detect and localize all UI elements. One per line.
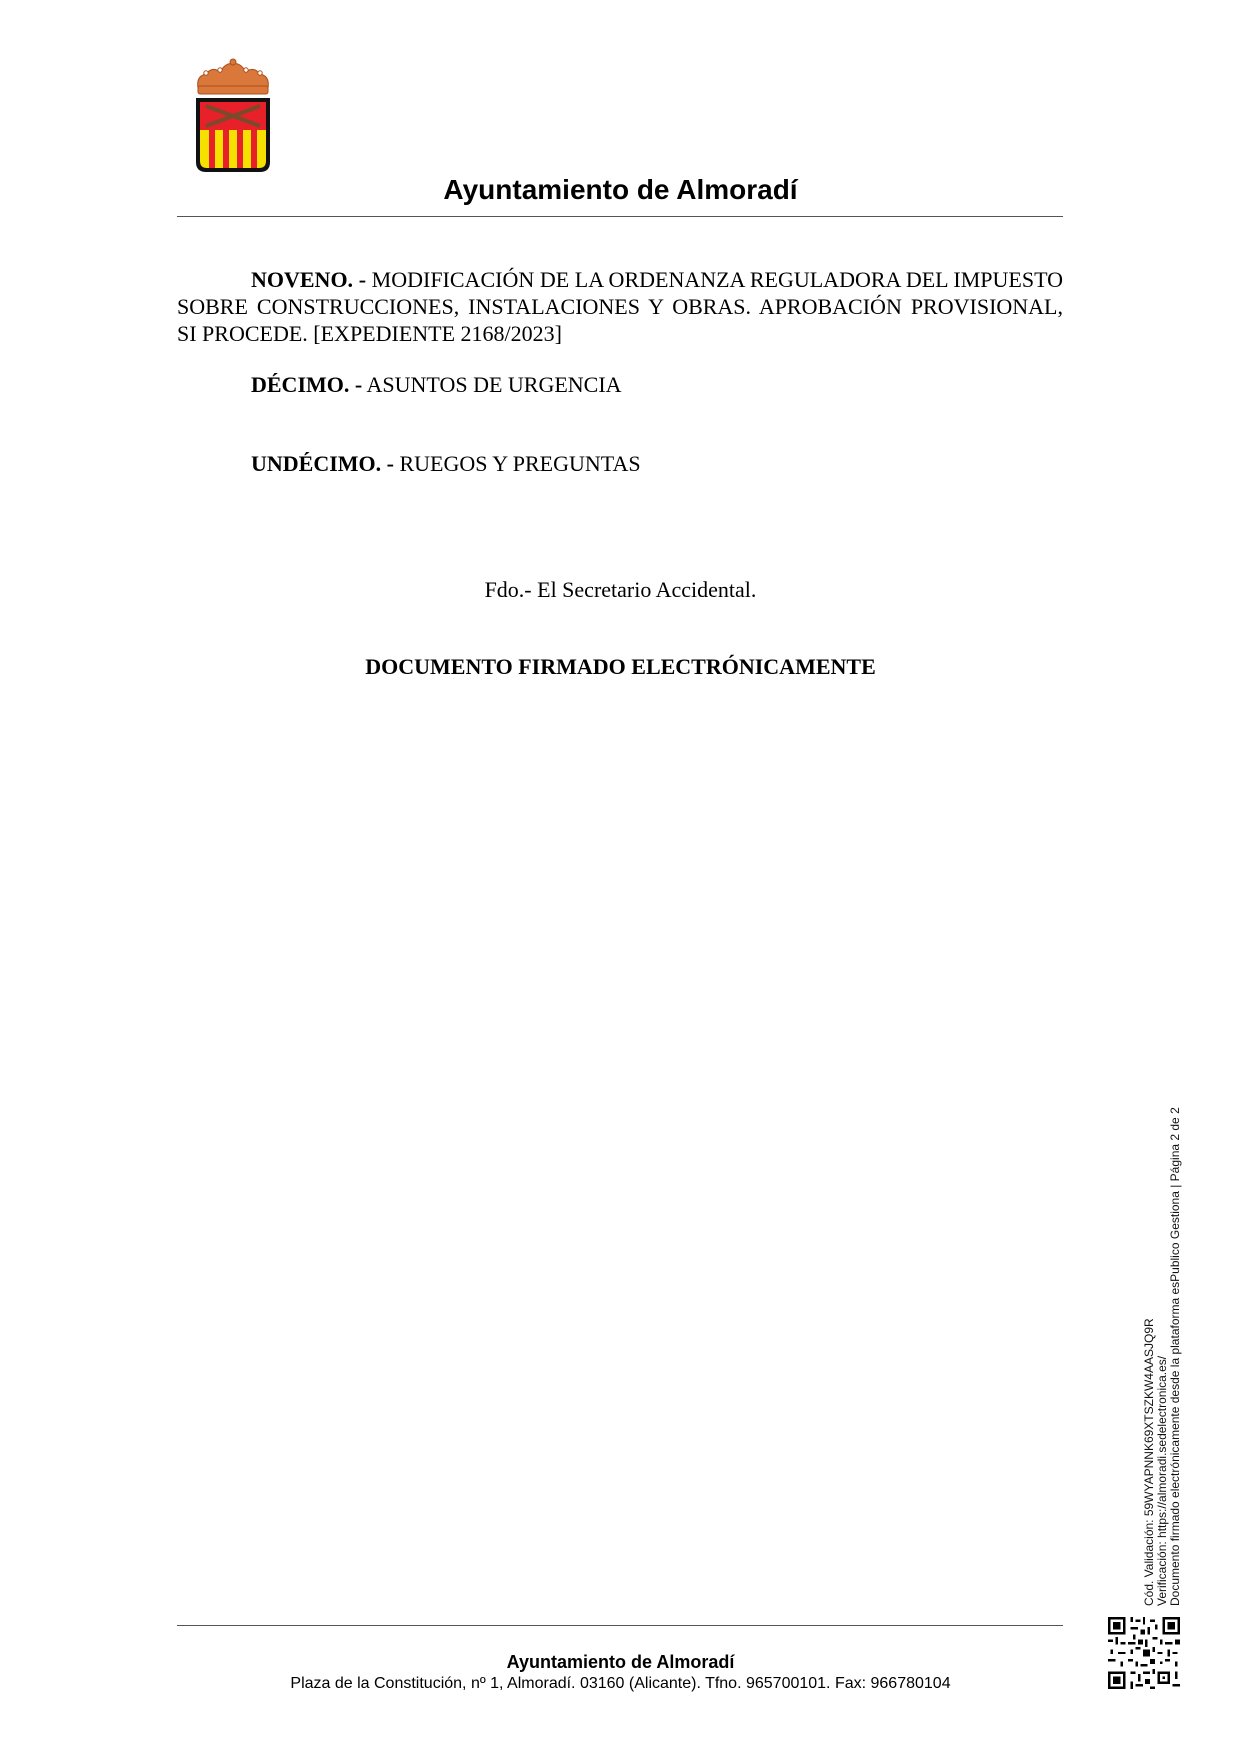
header-title: Ayuntamiento de Almoradí [443,174,798,205]
footer-address: Plaza de la Constitución, nº 1, Almoradí. 03160 (Alicante). Tfno. 965700101. Fax: 966780104 [290,1675,951,1692]
coat-of-arms-logo [192,58,274,176]
validation-code: Cód. Validación: 59WYAPNNK69XTSZKW4AASJQ9R [1142,1318,1156,1606]
agenda-item-text: ASUNTOS DE URGENCIA [362,372,622,397]
shield-icon [196,98,270,172]
crown-icon [198,59,269,94]
agenda-item-text: RUEGOS Y PREGUNTAS [394,451,641,476]
agenda-item-text: MODIFICACIÓN DE LA ORDENANZA REGULADORA DEL IMPUESTO SOBRE CONSTRUCCIONES, INSTALACIONES Y OBRAS. APROBACIÓN PROVISIONAL, SI PROCEDE. [EXPEDIENTE 2168/2023] [177,267,1064,346]
footer-title: Ayuntamiento de Almoradí [506,1652,735,1672]
electronic-signature-notice: DOCUMENTO FIRMADO ELECTRÓNICAMENTE [365,654,876,679]
header-divider [177,216,1063,217]
footer-divider [177,1625,1063,1626]
verification-url: Verificación: https://almoradi.sedelectronica.es/ [1155,1355,1169,1606]
agenda-item-noveno [177,266,1063,347]
platform-note: Documento firmado electrónicamente desde la plataforma esPublico Gestiona | Página 2 de 2 [1168,1107,1182,1606]
signature-line: Fdo.- El Secretario Accidental. [484,577,757,602]
agenda-item-label: NOVENO. - [251,267,367,292]
verification-side-text [1143,1107,1182,1606]
agenda-item-label: DÉCIMO. - [251,372,363,397]
agenda-item-undecimo [177,450,1063,477]
agenda-item-decimo [177,371,1063,398]
agenda-item-label: UNDÉCIMO. - [251,451,394,476]
qr-code-icon [1108,1617,1180,1689]
